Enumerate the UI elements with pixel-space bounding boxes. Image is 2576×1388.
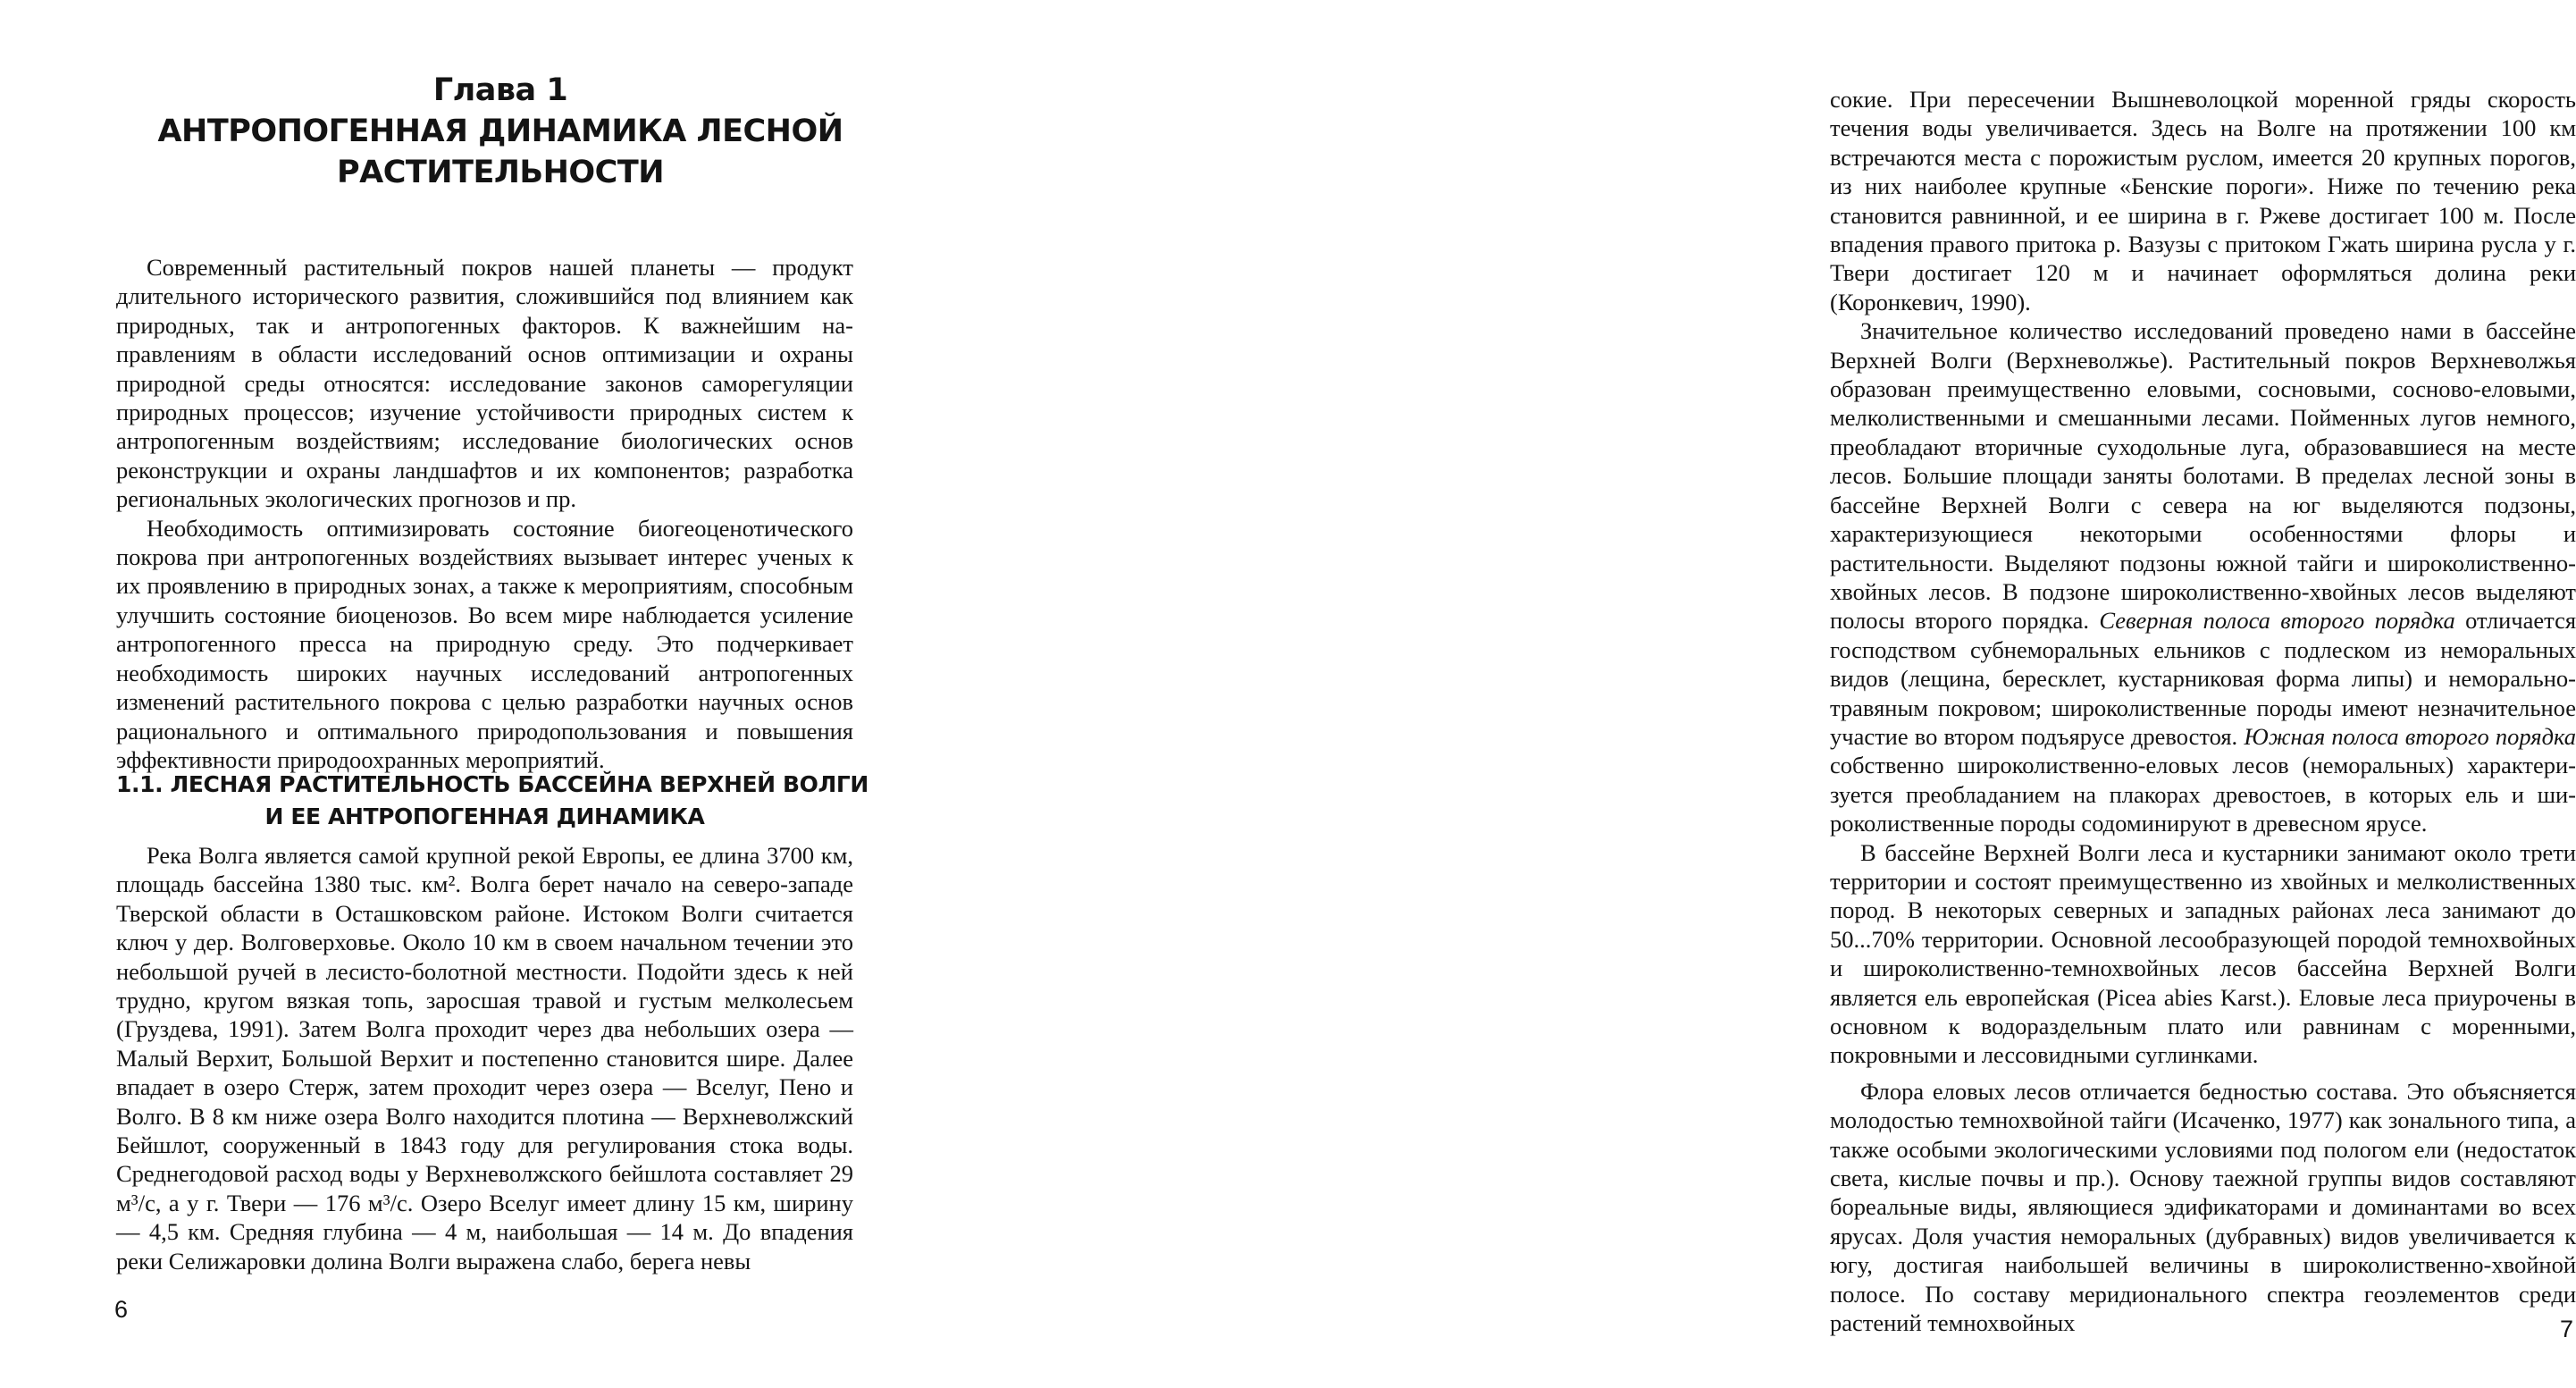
paragraph: сокие. При пересечении Вышневолоцкой моренной гряды скорость течения воды увеличивается. Здесь на Волге на протяжении 100 км встречаются места с порожистым руслом, имеется 20 крупных порогов, из них наиболее крупные «Бенские пороги». Ниже по течению река становится равнинной, и ее ширина в г. Ржеве достигает 100 м. После впадения правого притока р. Вазузы с притоком Гжать ширина русла у г. Твери достигает 120 м и начинает оформляться долина реки (Коронкевич, 1990).: [1830, 86, 2576, 315]
section-title-line-1: 1.1. ЛЕСНАЯ РАСТИТЕЛЬНОСТЬ БАССЕЙНА ВЕРХНЕЙ ВОЛГИ: [116, 771, 868, 797]
chapter-title-line-2: РАСТИТЕЛЬНОСТИ: [336, 155, 665, 190]
chapter-heading: [143, 70, 858, 193]
text-run: отличается господством субнеморальных ельников с подлеском из неморальных видов (лещина, бересклет, кустарниковая форма липы) и неморально-травяным покровом; широколиственные породы имеют незначительное участие во втором подъярусе древостоя.: [1830, 607, 2576, 750]
paragraph: В бассейне Верхней Волги леса и кустарники занимают около трети территории и состоят преимущественно из хвойных и мелколиственных пород. В некоторых северных и западных районах леса занимают до 50...70% территории. Основной лесообразующей породой темнохвойных и широколиственно-темнохвойных лесов бассейна Верхней Волги является ель европейская (Picea abies Karst.). Еловые леса приурочены в основном к водораздельным плато или равнинам с моренными, покровными и лессовидными суглинками.: [1830, 838, 2576, 1069]
italic-term: Южная полоса второго порядка: [2244, 722, 2576, 750]
chapter-label: Глава 1: [432, 72, 568, 108]
right-page: [894, 0, 2576, 1388]
paragraph: Современный растительный покров нашей планеты — продукт длительного исторического развития, сложившийся под влиянием как природных, так и антропогенных факторов. К важнейшим направлениям в области исследований основ оптимизации и охраны природной среды относятся: исследование законов саморегуляции природных процессов; изучение устойчивости природных систем к антропогенным воздействиям; исследование биологических основ реконструкции и охраны ландшафтов и их компонентов; разработка региональных экологических прогнозов и пр.: [116, 254, 853, 513]
italic-term: Северная полоса второго порядка: [2099, 607, 2455, 635]
text-run: собственно широколиственно-еловых лесов (неморальных) характеризуется преобладанием на плакорах древостоев, в которых ель и широколиственные породы содоминируют в древесном ярусе.: [1830, 752, 2576, 837]
intro-text: [116, 253, 853, 774]
left-page: [0, 0, 894, 1388]
chapter-title-line-1: АНТРОПОГЕННАЯ ДИНАМИКА ЛЕСНОЙ: [157, 114, 843, 149]
paragraph: Река Волга является самой крупной рекой Европы, ее длина 3700 км, площадь бассейна 1380 тыс. км². Волга берет начало на северо-западе Тверской области в Осташковском районе. Истоком Волги считается ключ у дер. Волговерховье. Около 10 км в своем начальном течении это небольшой ручей в лесисто-болотной местности. Подойти здесь к ней трудно, кругом вязкая топь, заросшая травой и густым мелколесьем (Груздева, 1991). Затем Волга проходит через два небольших озера — Малый Верхит, Большой Верхит и постепенно становится шире. Далее впадает в озеро Стерж, затем проходит через озера — Вселуг, Пено и Волго. В 8 км ниже озера Волго находится плотина — Верхневолжский Бейшлот, сооруженный в 1843 году для регулирования стока воды. Среднегодовой расход воды у Верхневолжского бейшлота составляет 29 м³/с, а у г. Твери — 176 м³/с. Озеро Вселуг имеет длину 15 км, ширину — 4,5 км. Средняя глубина — 4 м, наибольшая — 14 м. До впадения реки Селижаровки долина Волги выражена слабо, берега невы: [116, 842, 853, 1274]
section-title-line-2: И ЕЕ АНТРОПОГЕННАЯ ДИНАМИКА: [264, 803, 705, 829]
page-number: 6: [114, 1296, 129, 1323]
right-column-text: [1830, 85, 2576, 1337]
text-run: Значительное количество исследований проведено нами в бассейне Верхней Волги (Верхневолжье). Растительный покров Верхневолжья образован преимущественно еловыми, сосновыми, сосново-еловыми, мелколиственными и смешанными лесами. Пойменных лугов немного, преобладают вторичные суходольные луга, образовавшиеся на месте лесов. Большие площади заняты болотами. В пределах лесной зоны в бассейне Верхней Волги с севера на юг выделяются подзоны, характеризующиеся некоторыми особенностями флоры и растительности. Выделяют подзоны южной тайги и широколиственно-хвойных лесов. В подзоне широколиственно-хвойных лесов выделяют полосы второго порядка.: [1830, 317, 2576, 635]
page-number: 7: [2560, 1316, 2574, 1342]
paragraph: [1830, 316, 2576, 837]
paragraph: Необходимость оптимизировать состояние биогеоценотического покрова при антропогенных воздействиях вызывает интерес ученых к их проявлению в природных зонах, а также к мероприятиям, способным улучшить состояние биоценозов. Во всем мире наблюдается усиление антропогенного пресса на природную среду. Это подчеркивает необходимость широких научных исследований антропогенных изменений растительного покрова с целью разработки научных основ рационального и оптимального природопользования и повышения эффективности природоохранных мероприятий.: [116, 514, 853, 773]
section-text: [116, 841, 853, 1275]
paragraph: Флора еловых лесов отличается бедностью состава. Это объясняется молодостью темнохвойной тайги (Исаченко, 1977) как зонального типа, а также особыми экологическими условиями под пологом ели (недостаток света, кислые почвы и пр.). Основу таежной группы видов составляют бореальные виды, являющиеся эдификаторами и доминантами во всех ярусах. Доля участия неморальных (дубравных) видов увеличивается к югу, достигая наибольшей величины в широколиственно-хвойной полосе. По составу меридионального спектра геоэлементов среди растений темнохвойных: [1830, 1077, 2576, 1337]
section-heading: [116, 769, 868, 833]
